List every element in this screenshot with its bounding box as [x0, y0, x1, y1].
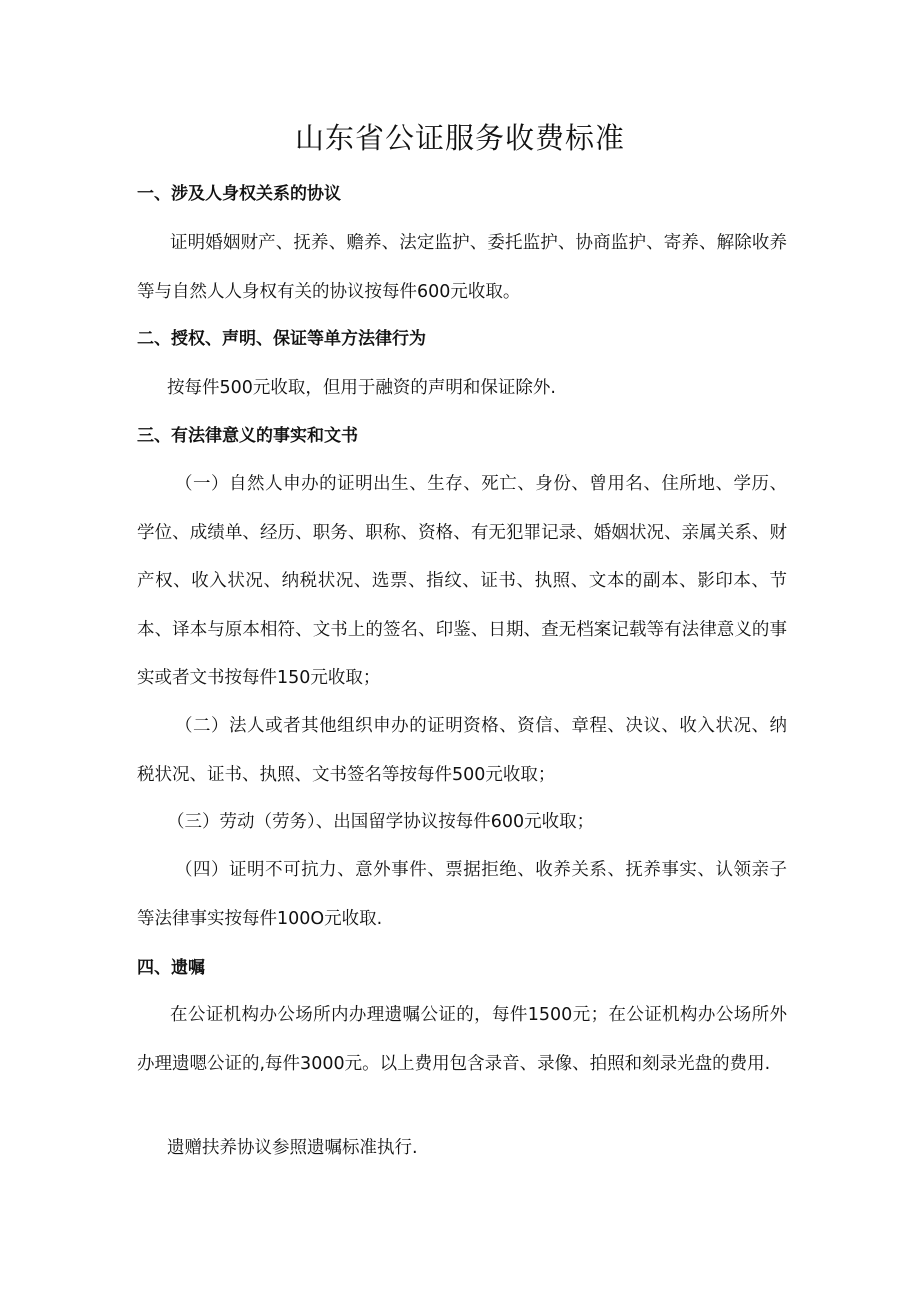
section-1-paragraph-1: 证明婚姻财产、抚养、赡养、法定监护、委托监护、协商监护、寄养、解除收养等与自然人人身权有关的协议按每件600元收取。	[137, 233, 787, 302]
section-heading-1: 一、涉及人身权关系的协议	[137, 184, 341, 204]
section-4-paragraph-1: 在公证机构办公场所内办理遗嘱公证的，每件1500元；在公证机构办公场所外办理遗嗯公证的,每件3000元。以上费用包含录音、录像、拍照和刻录光盘的费用.	[137, 1005, 787, 1074]
section-heading-2: 二、授权、声明、保证等单方法律行为	[137, 329, 426, 349]
section-3-paragraph-3: （三）劳动（劳务）、出国留学协议按每件600元收取；	[167, 812, 595, 832]
section-3-paragraph-1: （一）自然人申办的证明出生、生存、死亡、身份、曾用名、住所地、学历、学位、成绩单、经历、职务、职称、资格、有无犯罪记录、婚姻状况、亲属关系、财产权、收入状况、纳税状况、选票、指纹、证书、执照、文本的副本、影印本、节本、译本与原本相符、文书上的签名、印鉴、日期、查无档案记载等有法律意义的事实或者文书按每件150元收取；	[137, 474, 787, 688]
section-3-paragraph-2: （二）法人或者其他组织申办的证明资格、资信、章程、决议、收入状况、纳税状况、证书、执照、文书签名等按每件500元收取；	[137, 716, 787, 785]
section-3-paragraph-4: （四）证明不可抗力、意外事件、票据拒绝、收养关系、抚养事实、认领亲子等法律事实按每件100O元收取.	[137, 860, 787, 929]
section-4-paragraph-2: 遗赠扶养协议参照遗嘱标准执行.	[167, 1138, 418, 1158]
section-heading-3: 三、有法律意义的事实和文书	[137, 426, 358, 446]
section-heading-4: 四、遗嘱	[137, 958, 205, 978]
section-2-paragraph-1: 按每件500元收取，但用于融资的声明和保证除外.	[167, 378, 556, 398]
page-title: 山东省公证服务收费标准	[294, 121, 625, 155]
